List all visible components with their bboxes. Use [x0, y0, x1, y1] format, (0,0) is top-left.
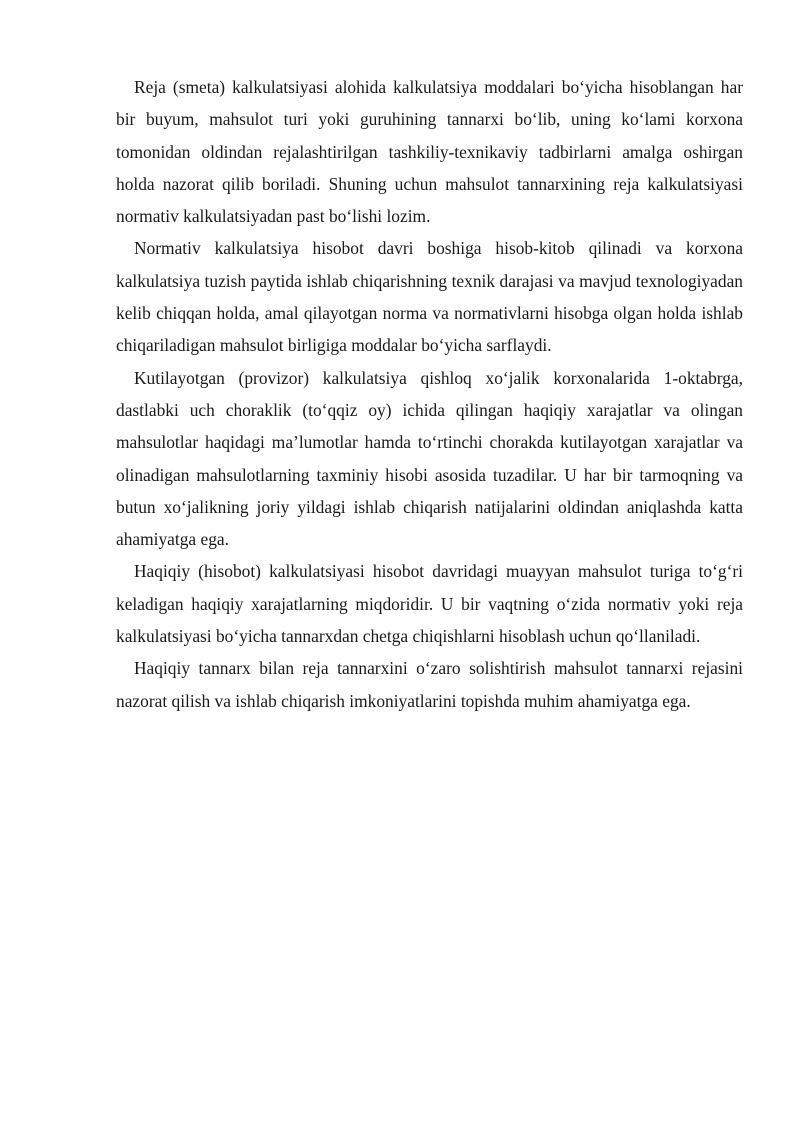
paragraph-tannarx-solishtirish: Haqiqiy tannarx bilan reja tannarxini o‘zaro solishtirish mahsulot tannarxi rejasini nazorat qilish va ishlab chiqarish imkoniyatlarini topishda muhim ahamiyatga ega.	[116, 658, 743, 711]
paragraph-reja-kalkulatsiyasi: Reja (smeta) kalkulatsiyasi alohida kalkulatsiya moddalari bo‘yicha hisoblangan har bir buyum, mahsulot turi yoki guruhining tannarxi bo‘lib, uning ko‘lami korxona tomonidan oldindan rejalashtirilgan tashkiliy-texnikaviy tadbirlarni amalga oshirgan holda nazorat qilib boriladi. Shuning uchun mahsulot tannarxining reja kalkulatsiyasi normativ kalkulatsiyadan past bo‘lishi lozim.	[116, 77, 743, 227]
paragraph-haqiqiy-kalkulatsiyasi: Haqiqiy (hisobot) kalkulatsiyasi hisobot davridagi muayyan mahsulot turiga to‘g‘ri keladigan haqiqiy xarajatlarning miqdoridir. U bir vaqtning o‘zida normativ yoki reja kalkulatsiyasi bo‘yicha tannarxdan chetga chiqishlarni hisoblash uchun qo‘llaniladi.	[116, 561, 743, 647]
paragraph-kutilayotgan-kalkulatsiya: Kutilayotgan (provizor) kalkulatsiya qishloq xo‘jalik korxonalarida 1-oktabrga, dastlabki uch choraklik (to‘qqiz oy) ichida qilingan haqiqiy xarajatlar va olingan mahsulotlar haqidagi ma’lumotlar hamda to‘rtinchi chorakda kutilayotgan xarajatlar va olinadigan mahsulotlarning taxminiy hisobi asosida tuzadilar. U har bir tarmoqning va butun xo‘jalikning joriy yildagi ishlab chiqarish natijalarini oldindan aniqlashda katta ahamiyatga ega.	[116, 367, 743, 550]
document-body	[116, 71, 743, 717]
paragraph-normativ-kalkulatsiya: Normativ kalkulatsiya hisobot davri boshiga hisob-kitob qilinadi va korxona kalkulatsiya tuzish paytida ishlab chiqarishning texnik darajasi va mavjud texnologiyadan kelib chiqqan holda, amal qilayotgan norma va normativlarni hisobga olgan holda ishlab chiqariladigan mahsulot birligiga moddalar bo‘yicha sarflaydi.	[116, 238, 743, 356]
